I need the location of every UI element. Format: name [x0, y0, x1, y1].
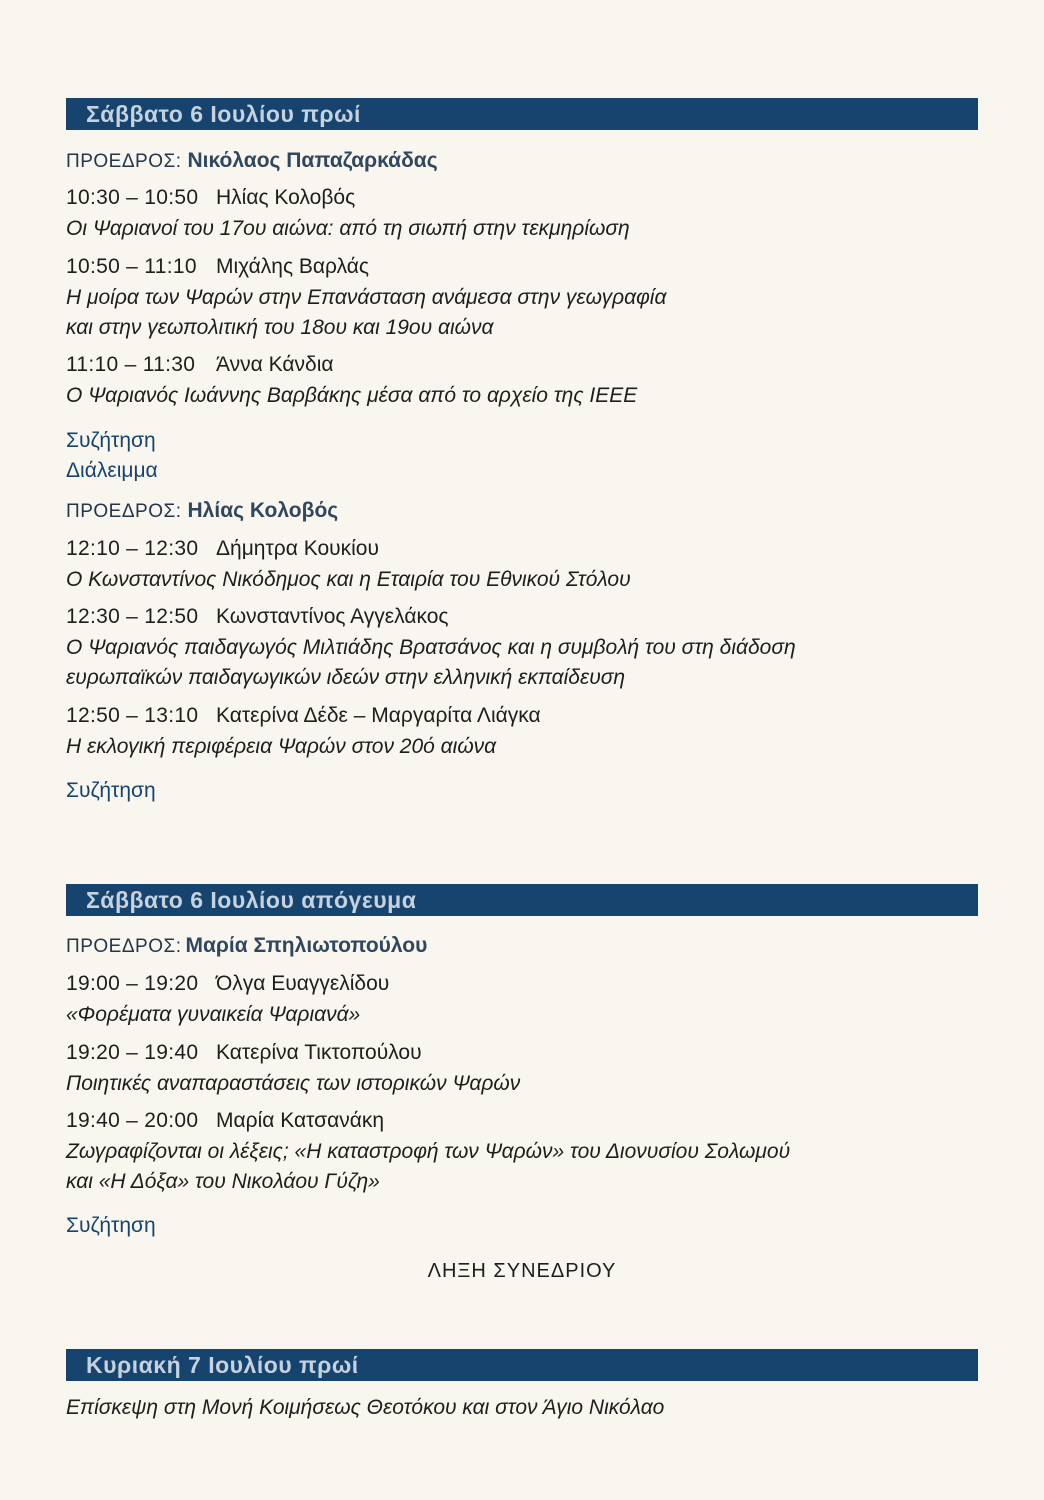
talk-line [66, 702, 541, 730]
section-header-saturday-afternoon: Σάββατο 6 Ιουλίου απόγευμα [66, 884, 978, 916]
talk-title: Ο Ψαριανός Ιωάννης Βαρβάκης μέσα από το αρχείο της ΙΕΕΕ [66, 384, 638, 407]
talk-speaker: Όλγα Ευαγγελίδου [216, 972, 390, 995]
talk-time: 10:50 – 11:10 [66, 255, 197, 278]
chair-label: ΠΡΟΕΔΡΟΣ: [66, 501, 182, 522]
talk-line [66, 603, 449, 631]
section-header-sunday-morning: Κυριακή 7 Ιουλίου πρωί [66, 1349, 978, 1381]
talk-time: 12:10 – 12:30 [66, 537, 199, 560]
chair-name: Μαρία Σπηλιωτοπούλου [185, 934, 428, 957]
talk-time: 19:00 – 19:20 [66, 972, 199, 995]
talk-line [66, 253, 369, 281]
section-header-saturday-morning: Σάββατο 6 Ιουλίου πρωί [66, 98, 978, 130]
discussion-label: Συζήτηση [66, 429, 156, 452]
talk-title: Ποιητικές αναπαραστάσεις των ιστορικών Ψαρών [66, 1072, 521, 1095]
break-label: Διάλειμμα [66, 459, 158, 482]
talk-title: Οι Ψαριανοί του 17ου αιώνα: από τη σιωπή στην τεκμηρίωση [66, 217, 630, 240]
talk-line [66, 184, 355, 212]
talk-title: Ζωγραφίζονται οι λέξεις; «Η καταστροφή των Ψαρών» του Διονυσίου Σολωμού [66, 1140, 791, 1163]
talk-time: 12:50 – 13:10 [66, 704, 199, 727]
chair-name: Ηλίας Κολοβός [187, 499, 339, 522]
talk-title: και «Η Δόξα» του Νικολάου Γύζη» [66, 1170, 380, 1193]
visit-text: Επίσκεψη στη Μονή Κοιμήσεως Θεοτόκου και στον Άγιο Νικόλαο [66, 1396, 665, 1419]
talk-title: Ο Κωνσταντίνος Νικόδημος και η Εταιρία του Εθνικού Στόλου [66, 568, 631, 591]
talk-speaker: Κατερίνα Δέδε – Μαργαρίτα Λιάγκα [216, 704, 541, 727]
talk-line [66, 351, 334, 379]
chair-line [66, 147, 438, 176]
talk-title: ευρωπαϊκών παιδαγωγικών ιδεών στην ελληνική εκπαίδευση [66, 666, 626, 689]
chair-label: ΠΡΟΕΔΡΟΣ: [66, 936, 182, 957]
chair-label: ΠΡΟΕΔΡΟΣ: [66, 151, 182, 172]
talk-time: 11:10 – 11:30 [66, 353, 196, 376]
talk-speaker: Κατερίνα Τικτοπούλου [216, 1041, 422, 1064]
talk-line [66, 970, 389, 998]
chair-name: Νικόλαος Παπαζαρκάδας [187, 149, 438, 172]
talk-line [66, 1039, 422, 1067]
talk-time: 19:20 – 19:40 [66, 1041, 199, 1064]
talk-speaker: Δήμητρα Κουκίου [216, 537, 379, 560]
talk-speaker: Μιχάλης Βαρλάς [216, 255, 370, 278]
talk-line [66, 1107, 384, 1135]
talk-time: 19:40 – 20:00 [66, 1109, 199, 1132]
talk-title: «Φορέματα γυναικεία Ψαριανά» [66, 1003, 361, 1026]
talk-title: Η μοίρα των Ψαρών στην Επανάσταση ανάμεσα στην γεωγραφία [66, 286, 667, 309]
talk-time: 12:30 – 12:50 [66, 605, 199, 628]
talk-line [66, 535, 379, 563]
discussion-label: Συζήτηση [66, 1214, 156, 1237]
talk-speaker: Άννα Κάνδια [216, 353, 334, 376]
talk-title: Ο Ψαριανός παιδαγωγός Μιλτιάδης Βρατσάνος και η συμβολή του στη διάδοση [66, 636, 796, 659]
talk-speaker: Ηλίας Κολοβός [216, 186, 356, 209]
closing-label: ΛΗΞΗ ΣΥΝΕΔΡΙΟΥ [427, 1260, 617, 1282]
chair-line [66, 497, 338, 526]
talk-speaker: Μαρία Κατσανάκη [216, 1109, 385, 1132]
discussion-label: Συζήτηση [66, 779, 156, 802]
talk-time: 10:30 – 10:50 [66, 186, 199, 209]
talk-title: Η εκλογική περιφέρεια Ψαρών στον 20ό αιώνα [66, 735, 497, 758]
chair-line [66, 932, 427, 961]
talk-title: και στην γεωπολιτική του 18ου και 19ου αιώνα [66, 316, 494, 339]
talk-speaker: Κωνσταντίνος Αγγελάκος [216, 605, 449, 628]
